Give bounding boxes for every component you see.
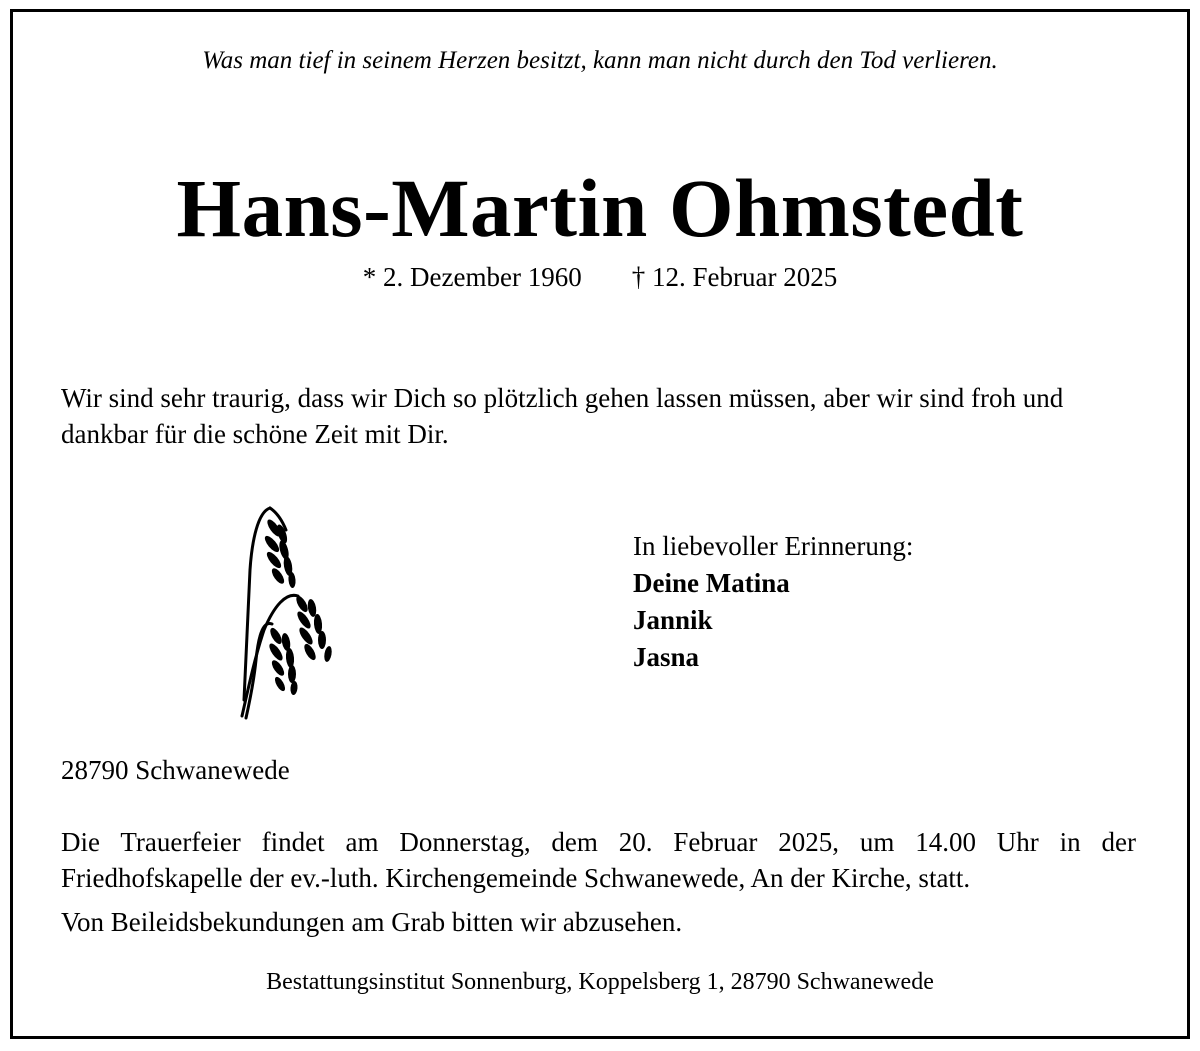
mourner-name: Jannik	[633, 605, 713, 635]
mourner-name: Deine Matina	[633, 568, 790, 598]
condolence-note: Von Beileidsbekundungen am Grab bitten wir abzusehen.	[61, 907, 683, 937]
memory-label: In liebevoller Erinnerung:	[633, 531, 914, 561]
town: 28790 Schwanewede	[61, 755, 290, 785]
deceased-name: Hans-Martin Ohmstedt	[176, 162, 1024, 254]
mourner-name: Jasna	[633, 642, 700, 672]
wheat-ears-icon	[236, 500, 346, 722]
life-dates	[0, 262, 1200, 293]
farewell-message: Wir sind sehr traurig, dass wir Dich so plötzlich gehen lassen müssen, aber wir sind froh und dankbar für die schöne Zeit mit Dir.	[61, 383, 1064, 449]
ceremony-info: Die Trauerfeier findet am Donnerstag, dem 20. Februar 2025, um 14.00 Uhr in der Friedhofskapelle der ev.-luth. Kirchengemeinde Schwanewede, An der Kirche, statt.	[61, 827, 1136, 893]
undertaker-info: Bestattungsinstitut Sonnenburg, Koppelsberg 1, 28790 Schwanewede	[266, 969, 934, 995]
motto-quote: Was man tief in seinem Herzen besitzt, kann man nicht durch den Tod verlieren.	[202, 47, 998, 74]
birth-date: * 2. Dezember 1960	[362, 262, 582, 292]
death-date: † 12. Februar 2025	[631, 262, 838, 292]
